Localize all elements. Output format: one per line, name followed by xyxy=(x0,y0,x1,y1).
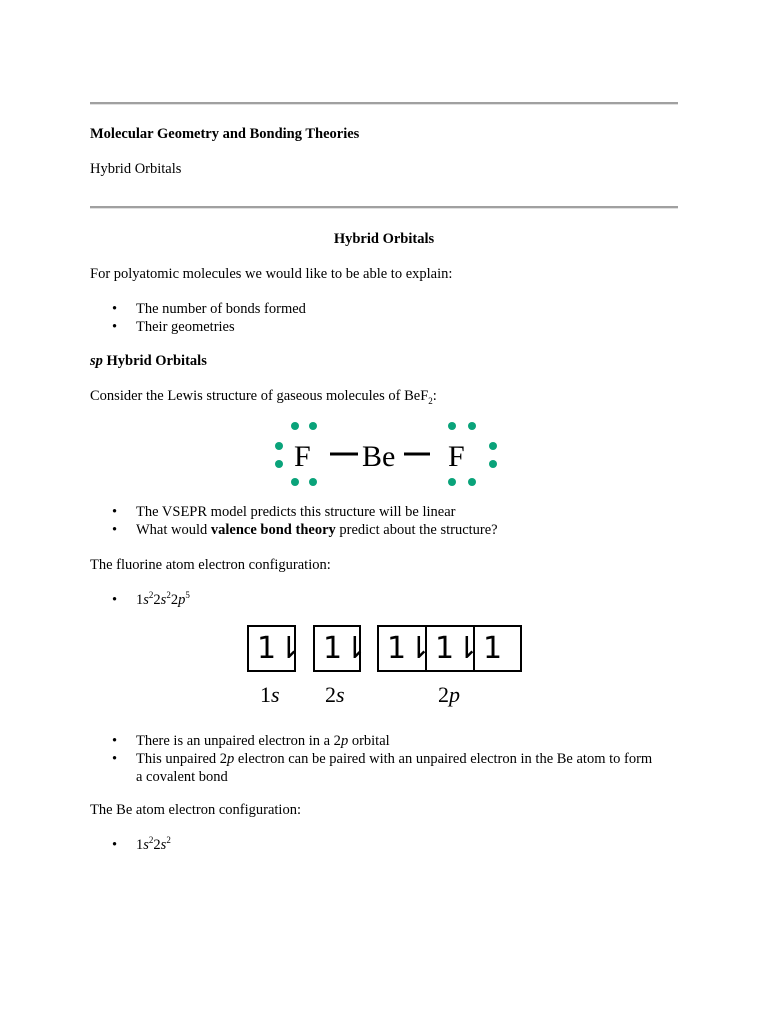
orbital-label-2p xyxy=(438,682,460,708)
orbital-box-2s xyxy=(313,625,368,672)
list-text: electron can be paired with an unpaired electron in the Be atom to form xyxy=(234,751,653,767)
header-divider xyxy=(90,206,678,209)
orbital-cell: 1⇂ xyxy=(427,627,475,670)
electron-dot xyxy=(468,478,476,486)
list-item: • Their geometries xyxy=(90,318,306,336)
list-italic: p xyxy=(227,751,235,767)
electron-dot xyxy=(291,478,299,486)
config-part: 2 xyxy=(166,835,171,846)
sp-italic: sp xyxy=(90,353,103,369)
document-subtitle: Hybrid Orbitals xyxy=(90,161,182,177)
label-number: 1 xyxy=(260,682,271,707)
label-letter: p xyxy=(449,682,460,707)
label-number: 2 xyxy=(438,682,449,707)
be-intro: The Be atom electron configuration: xyxy=(90,802,301,818)
config-part: 2 xyxy=(148,590,154,601)
electron-dot xyxy=(468,422,476,430)
list-item xyxy=(90,750,652,786)
electron-dot xyxy=(448,422,456,430)
config-part: 2 xyxy=(153,592,161,608)
electron-dot xyxy=(275,460,283,468)
electron-dot xyxy=(275,442,283,450)
list-text: orbital xyxy=(348,733,390,749)
list-text: a covalent bond xyxy=(136,769,228,785)
electron-dot xyxy=(309,422,317,430)
electron-dot xyxy=(489,460,497,468)
lewis-intro-colon: : xyxy=(432,388,437,404)
config-part: 2 xyxy=(153,837,161,853)
list-item xyxy=(90,521,498,539)
config-part: p xyxy=(178,592,186,608)
orbital-box-2p xyxy=(377,625,522,672)
beryllium-atom: Be xyxy=(362,440,396,473)
intro-paragraph: For polyatomic molecules we would like to be able to explain: xyxy=(90,266,453,282)
lewis-intro xyxy=(90,387,437,405)
list-italic: p xyxy=(340,733,349,749)
electron-dot xyxy=(489,442,497,450)
subscript: 2 xyxy=(428,395,433,406)
left-fluorine-atom: F xyxy=(294,440,311,473)
label-number: 2 xyxy=(325,682,336,707)
orbital-cell: 1⇂ xyxy=(323,631,368,666)
list-text: This unpaired 2 xyxy=(136,751,228,767)
fluorine-intro: The fluorine atom electron configuration: xyxy=(90,557,331,573)
orbital-cell: 1 xyxy=(483,631,503,666)
list-text: What would xyxy=(136,522,211,538)
electron-configuration xyxy=(90,836,171,854)
config-part: s xyxy=(143,592,149,608)
list-text: There is an unpaired electron in a 2 xyxy=(136,733,341,749)
config-part: s xyxy=(160,592,167,608)
vsepr-list xyxy=(90,503,498,539)
orbital-label-2s xyxy=(325,682,345,708)
document-title: Molecular Geometry and Bonding Theories xyxy=(90,126,360,142)
orbital-cell: 1⇂ xyxy=(257,631,302,666)
list-item: • The number of bonds formed xyxy=(90,300,306,318)
electron-configuration xyxy=(90,591,190,609)
bold-term: valence bond theory xyxy=(210,522,336,538)
config-part: 2 xyxy=(166,590,171,601)
fluorine-config-list xyxy=(90,591,190,609)
electron-dot xyxy=(291,422,299,430)
orbital-label-1s xyxy=(260,682,280,708)
lewis-structure-diagram xyxy=(260,414,510,494)
config-part: 1 xyxy=(136,837,144,853)
label-letter: s xyxy=(271,682,280,707)
be-config-list xyxy=(90,836,171,854)
config-part: 2 xyxy=(170,592,179,608)
label-letter: s xyxy=(336,682,345,707)
electron-dot xyxy=(309,478,317,486)
orbital-cell: 1⇂ xyxy=(379,627,427,670)
section-heading: Hybrid Orbitals xyxy=(333,231,435,247)
explain-list xyxy=(90,300,306,336)
config-part: 1 xyxy=(136,592,144,608)
config-part: 5 xyxy=(185,590,190,601)
electron-dot xyxy=(448,478,456,486)
config-part: s xyxy=(143,837,149,853)
right-fluorine-atom: F xyxy=(448,440,465,473)
list-text: predict about the structure? xyxy=(335,522,498,538)
lewis-intro-text: Consider the Lewis structure of gaseous molecules of BeF xyxy=(90,388,429,404)
config-part: s xyxy=(160,837,167,853)
list-item: • The VSEPR model predicts this structure will be linear xyxy=(90,503,498,521)
unpaired-electron-list xyxy=(90,732,652,786)
top-divider xyxy=(90,102,678,105)
list-item xyxy=(90,732,652,750)
orbital-box-1s xyxy=(247,625,302,672)
config-part: 2 xyxy=(148,835,154,846)
sp-heading-text: Hybrid Orbitals xyxy=(102,353,207,369)
sp-heading xyxy=(90,352,207,370)
